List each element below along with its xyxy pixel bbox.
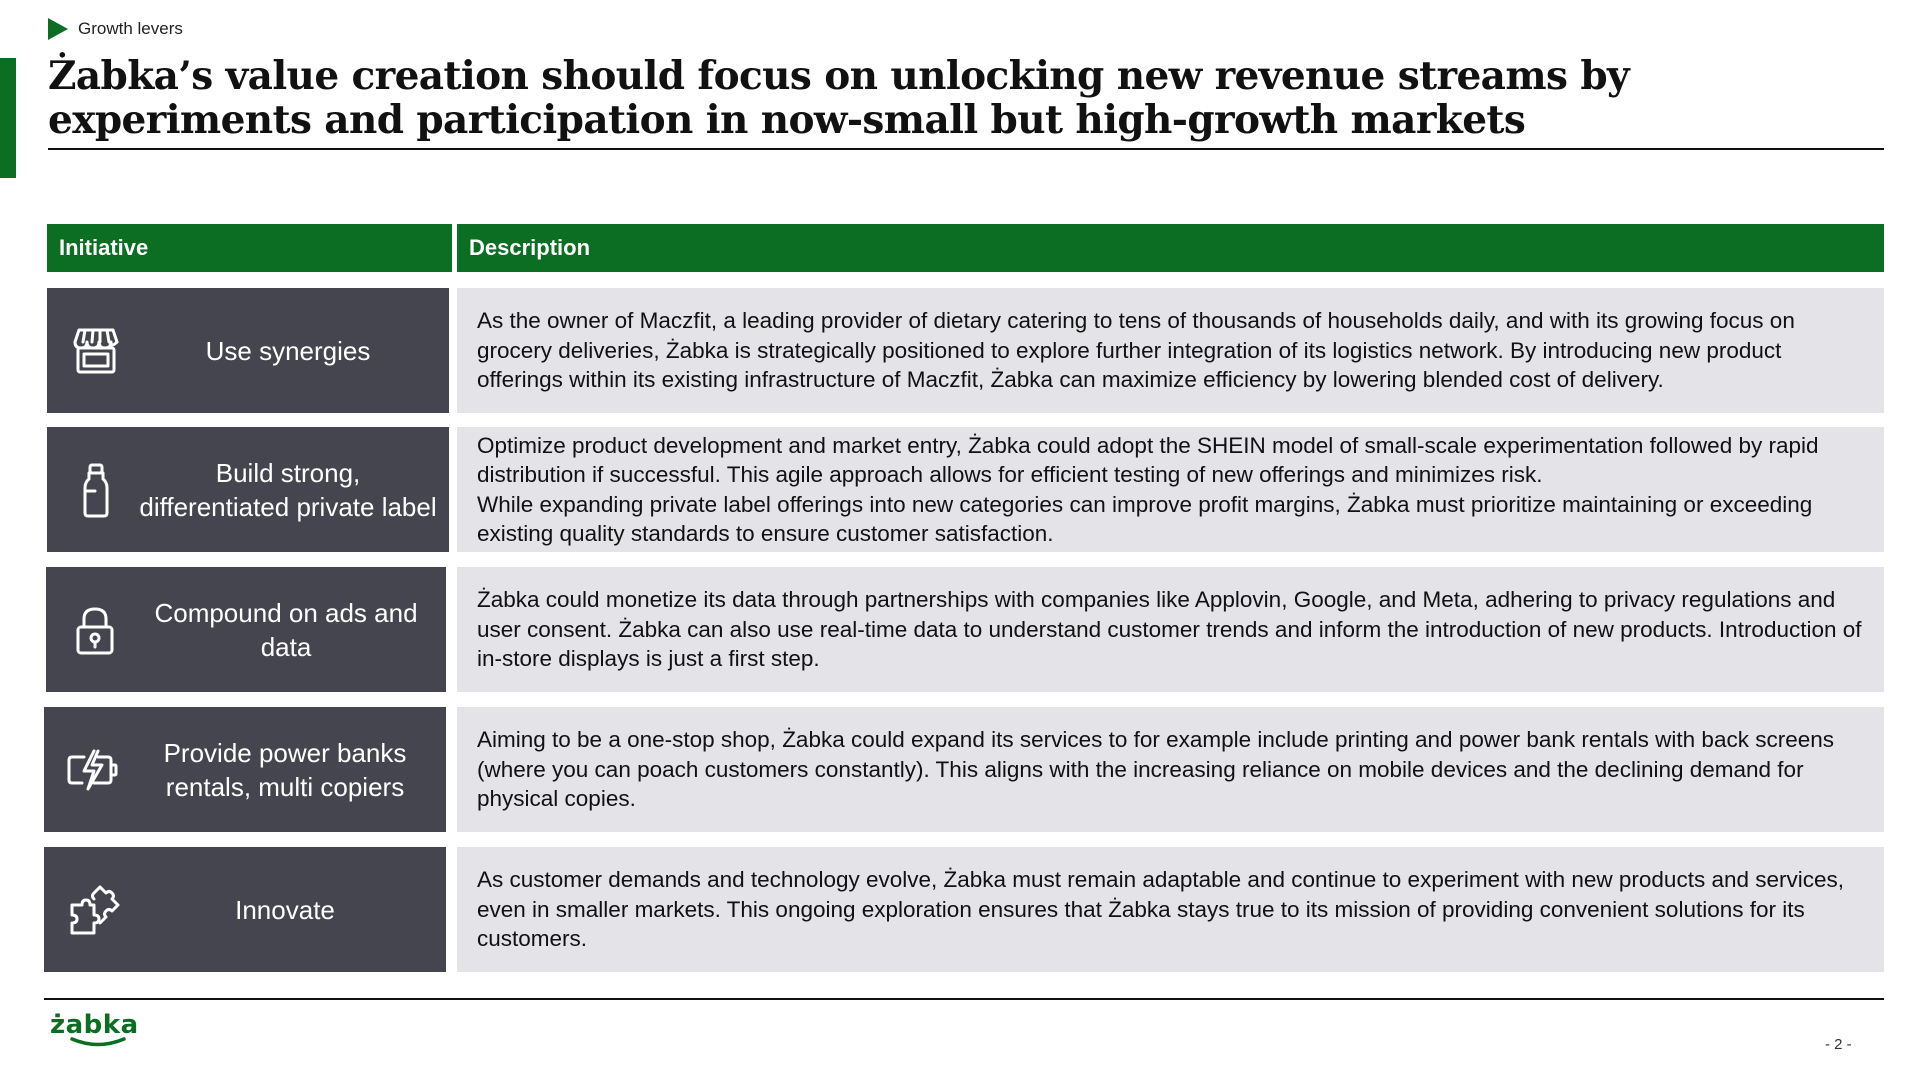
store-icon — [67, 322, 125, 380]
play-triangle-icon — [48, 18, 68, 40]
page-title: Żabka’s value creation should focus on unlocking new revenue streams by experiments and participation in now-small but high-growth markets — [48, 53, 1630, 143]
initiative-label: Innovate — [235, 894, 335, 925]
initiative-cell — [44, 707, 446, 832]
table-row — [0, 847, 1919, 972]
lock-icon — [66, 601, 124, 659]
description-cell — [457, 567, 1884, 692]
description-text: As the owner of Maczfit, a leading provider of dietary catering to tens of thousands of households daily, and with its growing focus on grocery deliveries, Żabka is strategically positioned to explore further integration of its logistics network. By introducing new product offerings within its existing infrastructure of Maczfit, Żabka can maximize efficiency by lowering blended cost of delivery. — [477, 308, 1795, 393]
footer-divider — [44, 998, 1884, 1000]
description-cell — [457, 288, 1884, 413]
initiative-cell — [47, 288, 449, 413]
initiative-cell — [46, 567, 446, 692]
table-row — [0, 707, 1919, 832]
column-header-initiative: Initiative — [47, 224, 452, 272]
table-row — [0, 427, 1919, 552]
logo-wordmark: żabka — [50, 1010, 139, 1040]
title-divider — [48, 148, 1884, 150]
description-text: As customer demands and technology evolve, Żabka must remain adaptable and continue to experiment with new products and services, even in smaller markets. This ongoing exploration ensures that Żabka stays true to its mission of providing convenient solutions for its customers. — [477, 867, 1845, 952]
description-cell — [457, 707, 1884, 832]
initiative-cell — [44, 847, 446, 972]
bottle-icon — [67, 461, 125, 519]
table-row — [0, 288, 1919, 413]
table-row — [0, 567, 1919, 692]
breadcrumb-label: Growth levers — [78, 19, 183, 38]
puzzle-icon — [64, 881, 122, 939]
description-text: Aiming to be a one-stop shop, Żabka could expand its services to for example include printing and power bank rentals with back screens (where you can poach customers constantly). This aligns with the increasing reliance on mobile devices and the declining demand for physical copies. — [477, 727, 1834, 812]
initiative-label: Compound on ads and data — [154, 597, 418, 662]
page-number: - 2 - — [1825, 1036, 1852, 1053]
initiative-label: Build strong, differentiated private label — [139, 457, 437, 522]
initiative-label: Use synergies — [205, 335, 371, 366]
breadcrumb — [48, 18, 183, 40]
side-accent-bar — [0, 58, 16, 178]
description-cell — [457, 847, 1884, 972]
zabka-logo — [50, 1010, 139, 1048]
description-cell — [457, 427, 1884, 552]
battery-charging-icon — [64, 741, 122, 799]
description-text: Żabka could monetize its data through partnerships with companies like Applovin, Google, and Meta, adhering to privacy regulations and user consent. Żabka can also use real-time data to understand customer trends and inform the introduction of new products. Introduction of in-store displays is just a first step. — [477, 587, 1862, 672]
column-header-description: Description — [457, 224, 1884, 272]
initiative-label: Provide power banks rentals, multi copiers — [163, 737, 407, 802]
description-text: Optimize product development and market entry, Żabka could adopt the SHEIN model of small-scale experimentation followed by rapid distribution if successful. This agile approach allows for efficient testing of new offerings and minimizes risk. While expanding private label offerings into new categories can improve profit margins, Żabka must prioritize maintaining or exceeding existing quality standards to ensure customer satisfaction. — [477, 432, 1819, 546]
initiative-cell — [47, 427, 449, 552]
